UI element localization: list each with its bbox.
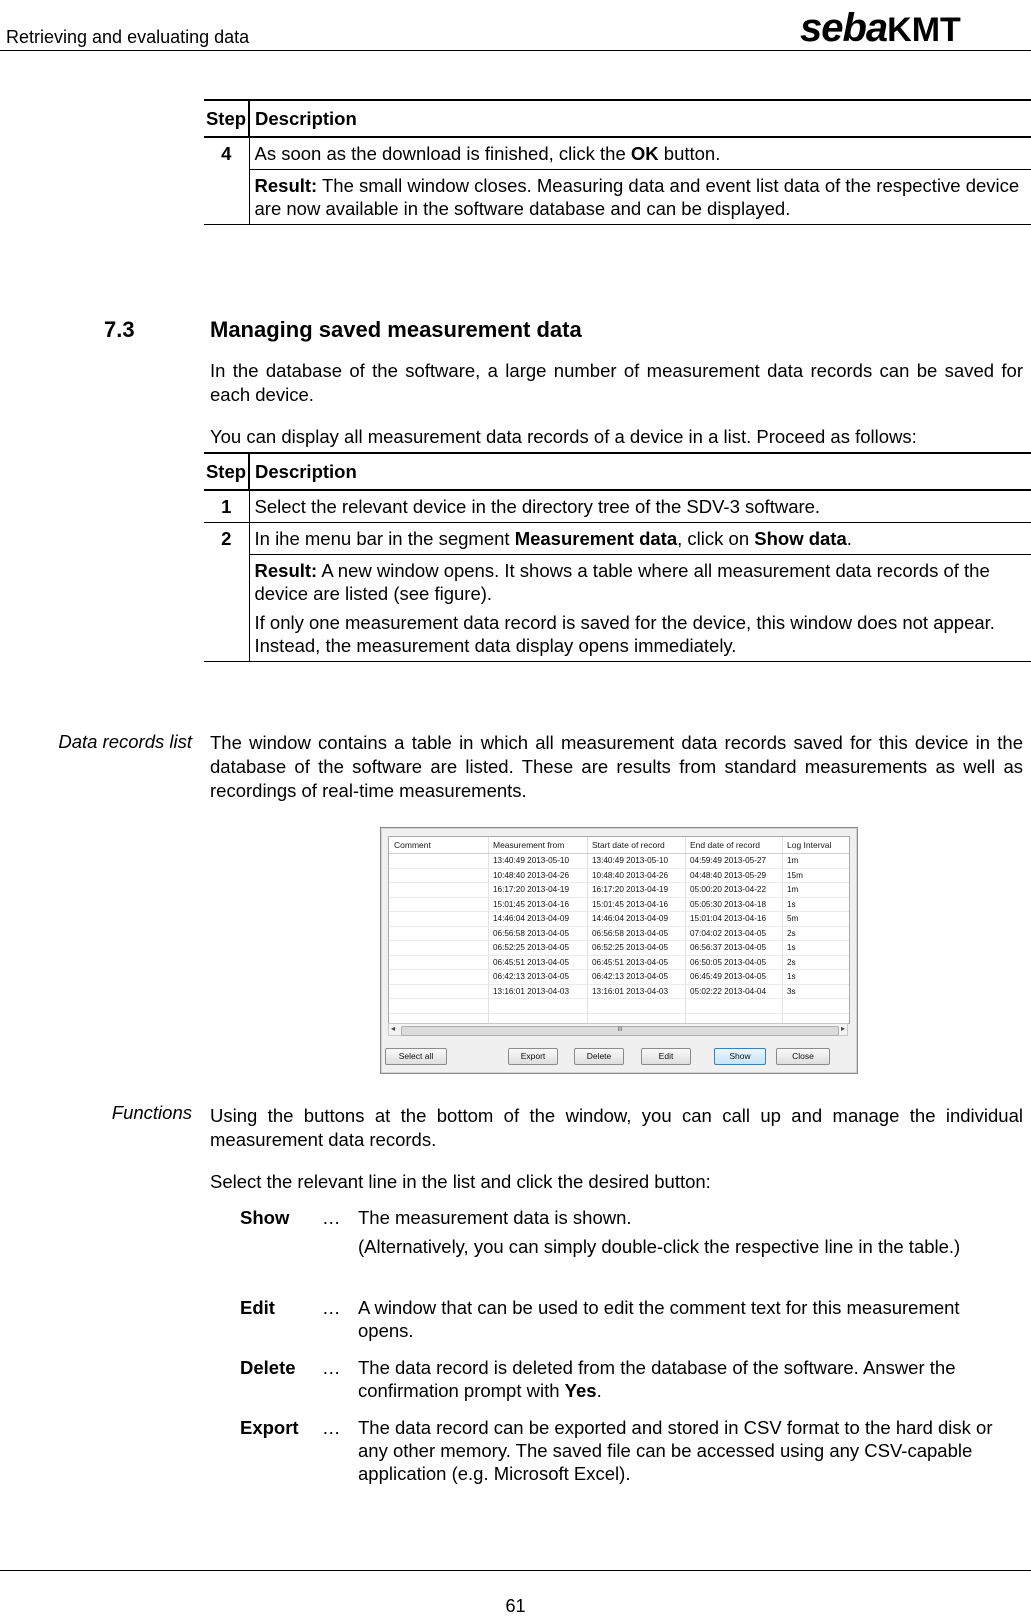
step-note: If only one measurement data record is saved for the device, this window does not appear. Instead, the measurement data display opens immediately. xyxy=(254,612,995,656)
step-table-show-data xyxy=(204,452,1031,662)
table-cell: 06:45:49 2013-04-05 xyxy=(690,972,767,981)
table-cell: 2s xyxy=(787,928,796,938)
table-row[interactable] xyxy=(389,927,849,942)
step-description: Select the relevant device in the directory tree of the SDV-3 software. xyxy=(249,490,1031,523)
select-all-button[interactable]: Select all xyxy=(385,1048,447,1065)
edit-button[interactable]: Edit xyxy=(641,1048,691,1065)
table-cell: 16:17:20 2013-04-19 xyxy=(493,885,570,894)
export-button[interactable]: Export xyxy=(508,1048,558,1065)
col-log-interval: Log Interval xyxy=(787,840,832,850)
col-comment: Comment xyxy=(394,840,431,850)
table-cell: 06:50:05 2013-04-05 xyxy=(690,957,767,967)
table-cell: 05:05:30 2013-04-18 xyxy=(690,899,767,909)
table-row[interactable] xyxy=(389,898,849,913)
section-proceed-paragraph: You can display all measurement data records of a device in a list. Proceed as follows: xyxy=(210,426,917,447)
table-cell: 15:01:04 2013-04-16 xyxy=(690,914,767,923)
table-cell: 04:48:40 2013-05-29 xyxy=(690,870,767,880)
table-row[interactable] xyxy=(389,999,849,1014)
table-cell: 15:01:45 2013-04-16 xyxy=(493,899,570,909)
function-note: (Alternatively, you can simply double-click the respective line in the table.) xyxy=(358,1236,961,1257)
step-number: 4 xyxy=(204,137,249,225)
table-cell: 13:40:49 2013-05-10 xyxy=(592,856,669,865)
table-cell: 13:40:49 2013-05-10 xyxy=(493,856,570,865)
margin-label-data-records: Data records list xyxy=(58,731,192,752)
logo-seba-text: seba xyxy=(800,6,888,50)
functions-paragraph: Using the buttons at the bottom of the window, you can call up and manage the individual measurement data records. xyxy=(210,1105,1023,1150)
table-row[interactable] xyxy=(389,970,849,985)
function-key: Edit xyxy=(240,1297,275,1318)
col-start-date: Start date of record xyxy=(592,840,665,850)
table-cell: 16:17:20 2013-04-19 xyxy=(592,885,669,894)
table-cell: 06:56:58 2013-04-05 xyxy=(592,928,669,938)
function-dots: … xyxy=(322,1357,341,1378)
records-table-header xyxy=(389,837,849,854)
table-row[interactable] xyxy=(389,869,849,884)
table-cell: 14:46:04 2013-04-09 xyxy=(493,914,570,923)
table-cell: 06:42:13 2013-04-05 xyxy=(592,972,669,981)
horizontal-scrollbar[interactable] xyxy=(388,1023,848,1036)
data-records-paragraph: The window contains a table in which all measurement data records saved for this device in the database of the software are listed. These are results from standard measurements as well as recordings of real-time measurements. xyxy=(210,732,1023,801)
ok-button-ref: OK xyxy=(630,143,659,164)
function-text: A window that can be used to edit the comment text for this measurement opens. xyxy=(358,1297,960,1341)
table-cell: 15:01:45 2013-04-16 xyxy=(592,899,669,909)
show-button[interactable]: Show xyxy=(714,1048,766,1065)
table-cell: 06:45:51 2013-04-05 xyxy=(592,957,669,967)
function-key: Delete xyxy=(240,1357,296,1378)
table-cell: 3s xyxy=(787,986,796,996)
margin-label-functions: Functions xyxy=(111,1102,192,1123)
section-title: Managing saved measurement data xyxy=(210,317,582,342)
col-end-date: End date of record xyxy=(690,840,760,850)
table-cell: 05:02:22 2013-04-04 xyxy=(690,986,767,996)
table-cell: 1m xyxy=(787,856,799,865)
table-cell: 06:56:58 2013-04-05 xyxy=(493,928,570,938)
table-cell: 5m xyxy=(787,914,799,923)
section-intro-paragraph: In the database of the software, a large number of measurement data records can be saved for each device. xyxy=(210,360,1023,405)
table-cell: 14:46:04 2013-04-09 xyxy=(592,914,669,923)
table-cell: 06:56:37 2013-04-05 xyxy=(690,943,767,952)
step-result: Result: The small window closes. Measuring data and event list data of the respective device are now available in the software database and can be displayed. xyxy=(249,170,1031,225)
functions-instruction: Select the relevant line in the list and click the desired button: xyxy=(210,1171,711,1192)
function-key: Export xyxy=(240,1417,299,1438)
function-text: The measurement data is shown. xyxy=(358,1207,632,1228)
table-cell: 10:48:40 2013-04-26 xyxy=(493,870,570,880)
scroll-left-icon[interactable]: ◂ xyxy=(391,1024,396,1033)
scrollbar-thumb[interactable]: III xyxy=(401,1026,839,1036)
header-rule xyxy=(0,50,1031,51)
table-cell: 1s xyxy=(787,943,796,952)
table-cell: 2s xyxy=(787,957,796,967)
function-text: The data record is deleted from the database of the software. Answer the confirmation prompt with Yes. xyxy=(358,1357,956,1401)
step-result: Result: A new window opens. It shows a table where all measurement data records of the device are listed (see figure). If only one measurement data record is saved for the device, this window does not appear. Instead, the measurement data display opens immediately. xyxy=(249,555,1031,662)
section-number: 7.3 xyxy=(104,317,135,342)
function-text: The data record can be exported and stored in CSV format to the hard disk or any other memory. The saved file can be accessed using any CSV-capable application (e.g. Microsoft Excel). xyxy=(358,1417,993,1484)
step-description: As soon as the download is finished, click the OK button. xyxy=(249,137,1031,170)
scroll-right-icon[interactable]: ▸ xyxy=(840,1024,845,1033)
footer-rule xyxy=(0,1570,1031,1571)
page-number: 61 xyxy=(505,1596,526,1616)
table-cell: 1m xyxy=(787,885,799,894)
table-row[interactable] xyxy=(389,956,849,971)
records-table xyxy=(388,836,850,1024)
table-cell: 10:48:40 2013-04-26 xyxy=(592,870,669,880)
logo-kmt-text: KMT xyxy=(887,11,961,49)
function-dots: … xyxy=(322,1207,341,1228)
table-cell: 06:45:51 2013-04-05 xyxy=(493,957,570,967)
step-table-download xyxy=(204,99,1031,225)
table-cell: 13:16:01 2013-04-03 xyxy=(493,986,570,996)
step-number: 2 xyxy=(204,523,249,662)
running-header-title: Retrieving and evaluating data xyxy=(6,27,250,47)
close-button[interactable]: Close xyxy=(776,1048,830,1065)
step-number: 1 xyxy=(204,490,249,523)
data-records-window-screenshot xyxy=(380,827,858,1074)
table-row[interactable] xyxy=(389,883,849,898)
table-cell: 04:59:49 2013-05-27 xyxy=(690,856,767,865)
table-cell: 1s xyxy=(787,972,796,981)
table-cell: 15m xyxy=(787,870,803,880)
table-cell: 1s xyxy=(787,899,796,909)
records-table-body xyxy=(389,854,849,1024)
col-description-header: Description xyxy=(249,100,1031,137)
table-row[interactable] xyxy=(389,912,849,927)
function-dots: … xyxy=(322,1417,341,1438)
table-row[interactable] xyxy=(389,941,849,956)
table-row[interactable] xyxy=(389,854,849,869)
sebakmt-logo xyxy=(800,6,961,52)
col-measurement-from: Measurement from xyxy=(493,840,565,850)
table-cell: 06:52:25 2013-04-05 xyxy=(493,943,570,952)
col-description-header: Description xyxy=(249,453,1031,490)
function-dots: … xyxy=(322,1297,341,1318)
col-step-header: Step xyxy=(204,100,249,137)
table-cell: 13:16:01 2013-04-03 xyxy=(592,986,669,996)
table-cell: 06:42:13 2013-04-05 xyxy=(493,972,570,981)
table-cell: 06:52:25 2013-04-05 xyxy=(592,943,669,952)
table-row[interactable] xyxy=(389,985,849,1000)
table-cell: 05:00:20 2013-04-22 xyxy=(690,885,767,894)
delete-button[interactable]: Delete xyxy=(574,1048,624,1065)
function-key: Show xyxy=(240,1207,290,1228)
table-cell: 07:04:02 2013-04-05 xyxy=(690,928,767,938)
step-description: In ihe menu bar in the segment Measurement data, click on Show data. xyxy=(249,523,1031,555)
col-step-header: Step xyxy=(204,453,249,490)
